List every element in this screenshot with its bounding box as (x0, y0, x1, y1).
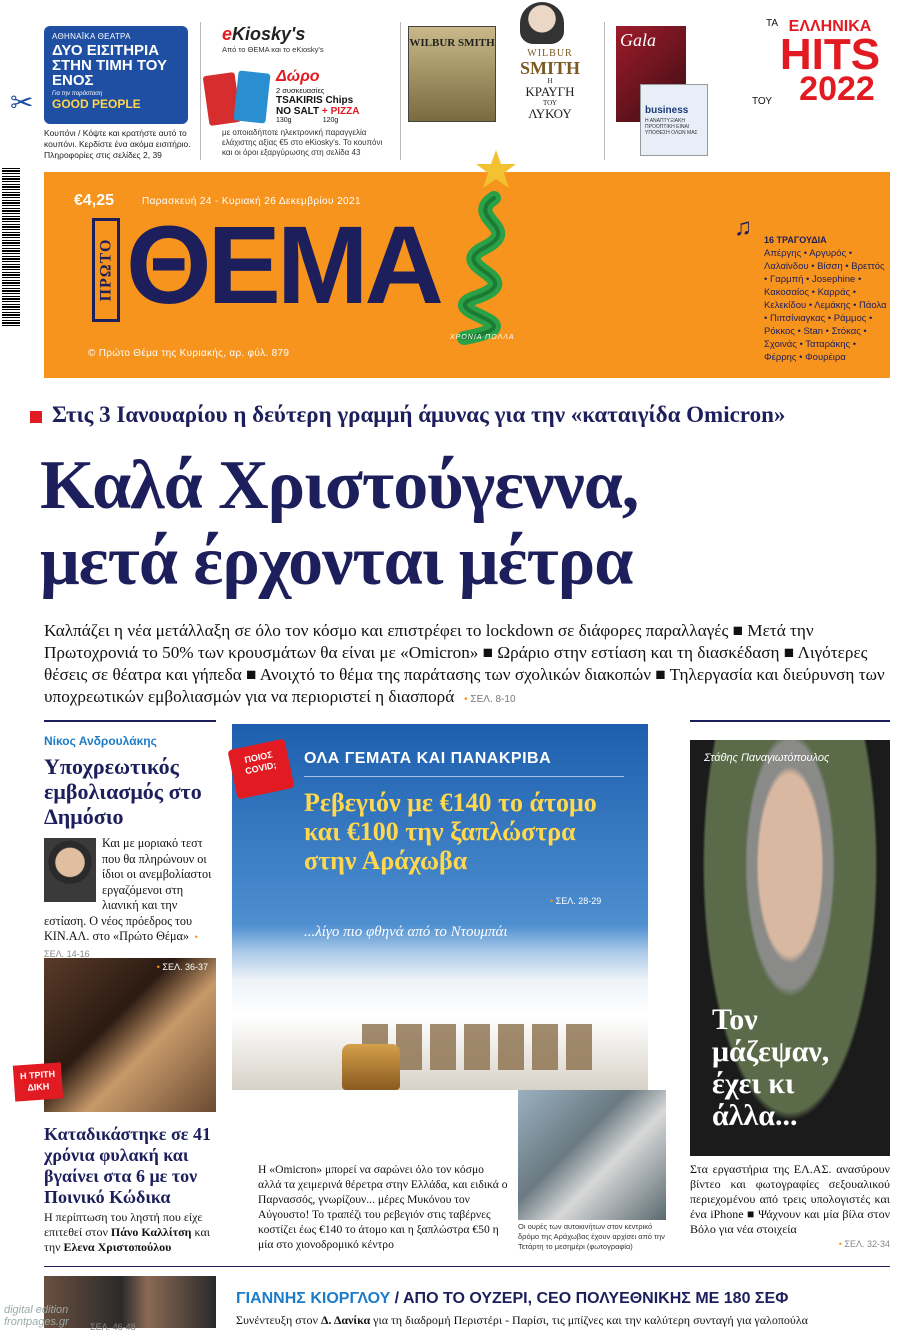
theatre-label: ΑΘΗΝΑΪΚΑ ΘΕΑΤΡΑ (52, 32, 131, 41)
price: €4,25 (74, 192, 115, 209)
christmas-tree-icon (434, 128, 544, 348)
chips-image (206, 70, 272, 124)
scissors-icon: ✂ (10, 87, 34, 118)
ekiosky-logo: eKiosky's (222, 24, 306, 44)
story2-photo-pages: • ΣΕΛ. 36-37 (156, 962, 208, 972)
right-story-title: Τον μάζεψαν, έχει κι άλλα... (712, 1003, 830, 1132)
story1-photo (44, 838, 96, 902)
theatre-headline: ΔΥΟ ΕΙΣΙΤΗΡΙΑ ΣΤΗΝ ΤΙΜΗ ΤΟΥ ΕΝΟΣ (52, 42, 167, 89)
songs-list: 16 ΤΡΑΓΟΥΔΙΑ Απέργης • Αργυρός • Λαλαϊνδου • Βίσση • Βρεττός • Γαρμπή • Josephine • Κακοσαίος • Καρράς • Κελεκίδου • Λεμάκης • Πάολα • Πιπσίνιαγκας • Ράμμος • Ρόκκος • Stan • Στόκας • Σχοινάς • Ταταράκης • Φέρρης • Φουρέιρα (764, 235, 887, 363)
bottom-pages: ΣΕΛ. 46-48 (90, 1322, 136, 1332)
author-photo (520, 2, 564, 44)
watermark: digital edition frontpages.gr (4, 1304, 69, 1328)
feature-panel[interactable] (232, 724, 648, 1090)
bottom-story-title[interactable]: ΓΙΑΝΝΗΣ ΚΙΟΡΓΛΟΥ / ΑΠΟ ΤΟ ΟΥΖΕΡΙ, CEO ΠΟΛΥΕΘΝΙΚΗΣ ΜΕ 180 ΣΕΦ (236, 1290, 789, 1307)
issue-number: © Πρώτο Θέμα της Κυριακής, αρ. φύλ. 879 (88, 348, 290, 359)
divider (604, 22, 605, 160)
bottom-story-text: Συνέντευξη στον Δ. Δανίκα για τη διαδρομή Περιστέρι - Παρίσι, τις μπίζνες και την καλύτερη συνταγή για γαλοπούλα (236, 1313, 808, 1327)
story2-title[interactable]: Καταδικάστηκε σε 41 χρόνια φυλακή και βγαίνει στα 6 με τον Ποινικό Κώδικα (44, 1124, 211, 1207)
ekiosky-promo[interactable] (222, 24, 382, 54)
triti-diki-badge: Η ΤΡΙΤΗ ΔΙΚΗ (13, 1062, 63, 1101)
story1-title[interactable]: Υποχρεωτικός εμβολιασμός στο Δημόσιο (44, 754, 202, 829)
lead-headline[interactable]: Καλά Χριστούγεννα, μετά έρχονται μέτρα (40, 447, 639, 600)
theatre-coupon[interactable] (44, 26, 188, 124)
lead-lede: Καλπάζει η νέα μετάλλαξη σε όλο τον κόσμο και επιστρέφει το lockdown σε διάφορες παραλλαγές ■ Μετά την Πρωτοχρονιά το 50% των κρουσμάτων θα είναι με «Omicron» ■ Ωράριο στην εστίαση και τη διασκέδαση ■ Λιγότερες θέσεις σε θέατρα και γήπεδα ■ Ανοιχτό το θέμα της παράτασης των σχολικών διακοπών ■ Τηλεργασία και διεύρυνση των υποχρεωτικών εμβολιασμών για να περιοριστεί η διασπορά • ΣΕΛ. 8-10 (44, 621, 885, 706)
gift-offer (276, 68, 396, 124)
music-note-icon: ♫ (734, 214, 752, 241)
divider (200, 22, 201, 160)
divider (400, 22, 401, 160)
season-greeting: ΧΡΟΝΙΑ ΠΟΛΛΑ (450, 334, 515, 341)
drinks-photo (342, 1044, 400, 1090)
bullet-square-icon (30, 411, 42, 423)
story1-author: Νίκος Ανδρουλάκης (44, 720, 216, 748)
covid-badge: ΠΟΙΟΣ COVID; (227, 739, 294, 800)
feature-pages: • ΣΕΛ. 28-29 (550, 896, 602, 906)
theatre-small: Για την παράσταση (52, 91, 103, 97)
newspaper-logo: ΘΕΜΑ (126, 204, 440, 327)
story1-body: Και με μοριακό τεστ που θα πληρώνουν οι ίδιοι οι ανεμβολίαστοι εργαζόμενοι στη λιανική και την εστίαση. Ο νέος πρόεδρος του ΚΙΝ.ΑΛ. στο «Πρώτο Θέμα» • ΣΕΛ. 14-16 (44, 836, 212, 959)
gift-weights: 130g 120g (276, 117, 339, 124)
gala-magazine[interactable]: Gala (616, 26, 686, 122)
feature-title: Ρεβεγιόν με €140 το άτομο και €100 την ξαπλώστρα στην Αράχωβα (304, 788, 597, 875)
story2-text: Η περίπτωση του ληστή που είχε επιτεθεί στον Πάνο Καλλίτση και την Ελενα Χριστοπούλου (44, 1210, 210, 1254)
bottom-story-photo[interactable] (44, 1276, 216, 1328)
barcode (2, 168, 20, 326)
photo-caption: Οι ουρές των αυτοκινήτων στον κεντρικό δρόμο της Αράχωβας έχουν αρχίσει από την Τετάρτη το μεσημέρι (φωτογραφία) (518, 1222, 665, 1251)
theatre-show: GOOD PEOPLE (52, 97, 141, 111)
left-column (44, 720, 216, 829)
gift-packs: 2 συσκευασίες (276, 86, 325, 95)
arachova-photo[interactable] (518, 1090, 666, 1220)
feature-subtitle: ...λίγο πιο φθηνά από το Ντουμπάι (304, 924, 508, 940)
business-magazine[interactable]: business Η ΑΝΑΠΤΥΞΙΑΚΗ ΠΡΟΟΠΤΙΚΗ ΕΙΝΑΙ ΥΠΟΘΕΣΗ ΟΛΩΝ ΜΑΣ (640, 84, 708, 156)
lead-kicker[interactable]: Στις 3 Ιανουαρίου η δεύτερη γραμμή άμυνας για την «καταιγίδα Omicron» (30, 402, 785, 428)
divider (304, 776, 624, 777)
feature-kicker: ΟΛΑ ΓΕΜΑΤΑ ΚΑΙ ΠΑΝΑΚΡΙΒΑ (304, 750, 552, 767)
masthead (44, 172, 890, 378)
book-title-block: WILBUR SMITH Η ΚΡΑΥΓΗ ΤΟΥ ΛΥΚΟΥ (519, 48, 580, 121)
book-cover[interactable] (408, 26, 496, 122)
gift-product: TSAKIRIS Chips (276, 95, 354, 106)
right-story-name: Στάθης Παναγιωτόπουλος (704, 752, 830, 764)
hits-promo[interactable]: ΤΑ ΕΛΛΗΝΙΚΑ HITS ΤΟΥ 2022 (752, 18, 881, 108)
book-cover-title: WILBUR SMITH (409, 37, 495, 49)
story2-photo[interactable] (44, 958, 216, 1112)
divider (44, 1266, 890, 1267)
feature-text: Η «Omicron» μπορεί να σαρώνει όλο τον κόσμο αλλά τα χειμερινά θέρετρα στην Ελλάδα, και ειδικά ο Παρνασσός, γνωρίζουν... μέρες Μυκόνου τον Αύγουστο! Το τραπέζι του ρεβεγιόν στις ταβέρνες κοστίζει έως €140 το άτομο και η ξαπλώστρα €50 η μία στο χιονοδρομικό κέντρο (258, 1163, 508, 1251)
issue-date: Παρασκευή 24 - Κυριακή 26 Δεκεμβρίου 2021 (142, 196, 361, 207)
proto-label: ΠΡΩΤΟ (92, 218, 120, 322)
ekiosky-footer: με οποιαδήποτε ηλεκτρονική παραγγελία ελάχιστης αξίας €5 στο eKiosky's. Το κουπόνι και οι όροι εξαργύρωσης στη σελίδα 43 (222, 128, 383, 157)
right-column-rule (690, 720, 890, 722)
right-story-text: Στα εργαστήρια της ΕΛ.ΑΣ. ανασύρουν βίντεο και φωτογραφίες σεξουαλικού περιεχομένου από τρεις υπολογιστές και ένα iPhone ■ Ψάχνουν και μία βίλα στον Βόλο για νέα στοιχεία • ΣΕΛ. 32-34 (690, 1162, 890, 1249)
coupon-text: Κουπόνι / Κόψτε και κρατήστε αυτό το κουπόνι. Κερδίστε ένα ακόμα εισιτήριο. Πληροφορίες στις σελίδες 2, 39 (44, 128, 191, 160)
right-story-photo[interactable] (690, 740, 890, 1156)
ekiosky-sub: Από το ΘΕΜΑ και το eKiosky's (222, 45, 324, 54)
lead-pages: • ΣΕΛ. 8-10 (464, 694, 516, 705)
gift-flavours: NO SALT + PIZZA (276, 106, 360, 117)
gift-title: Δώρο (276, 68, 320, 85)
